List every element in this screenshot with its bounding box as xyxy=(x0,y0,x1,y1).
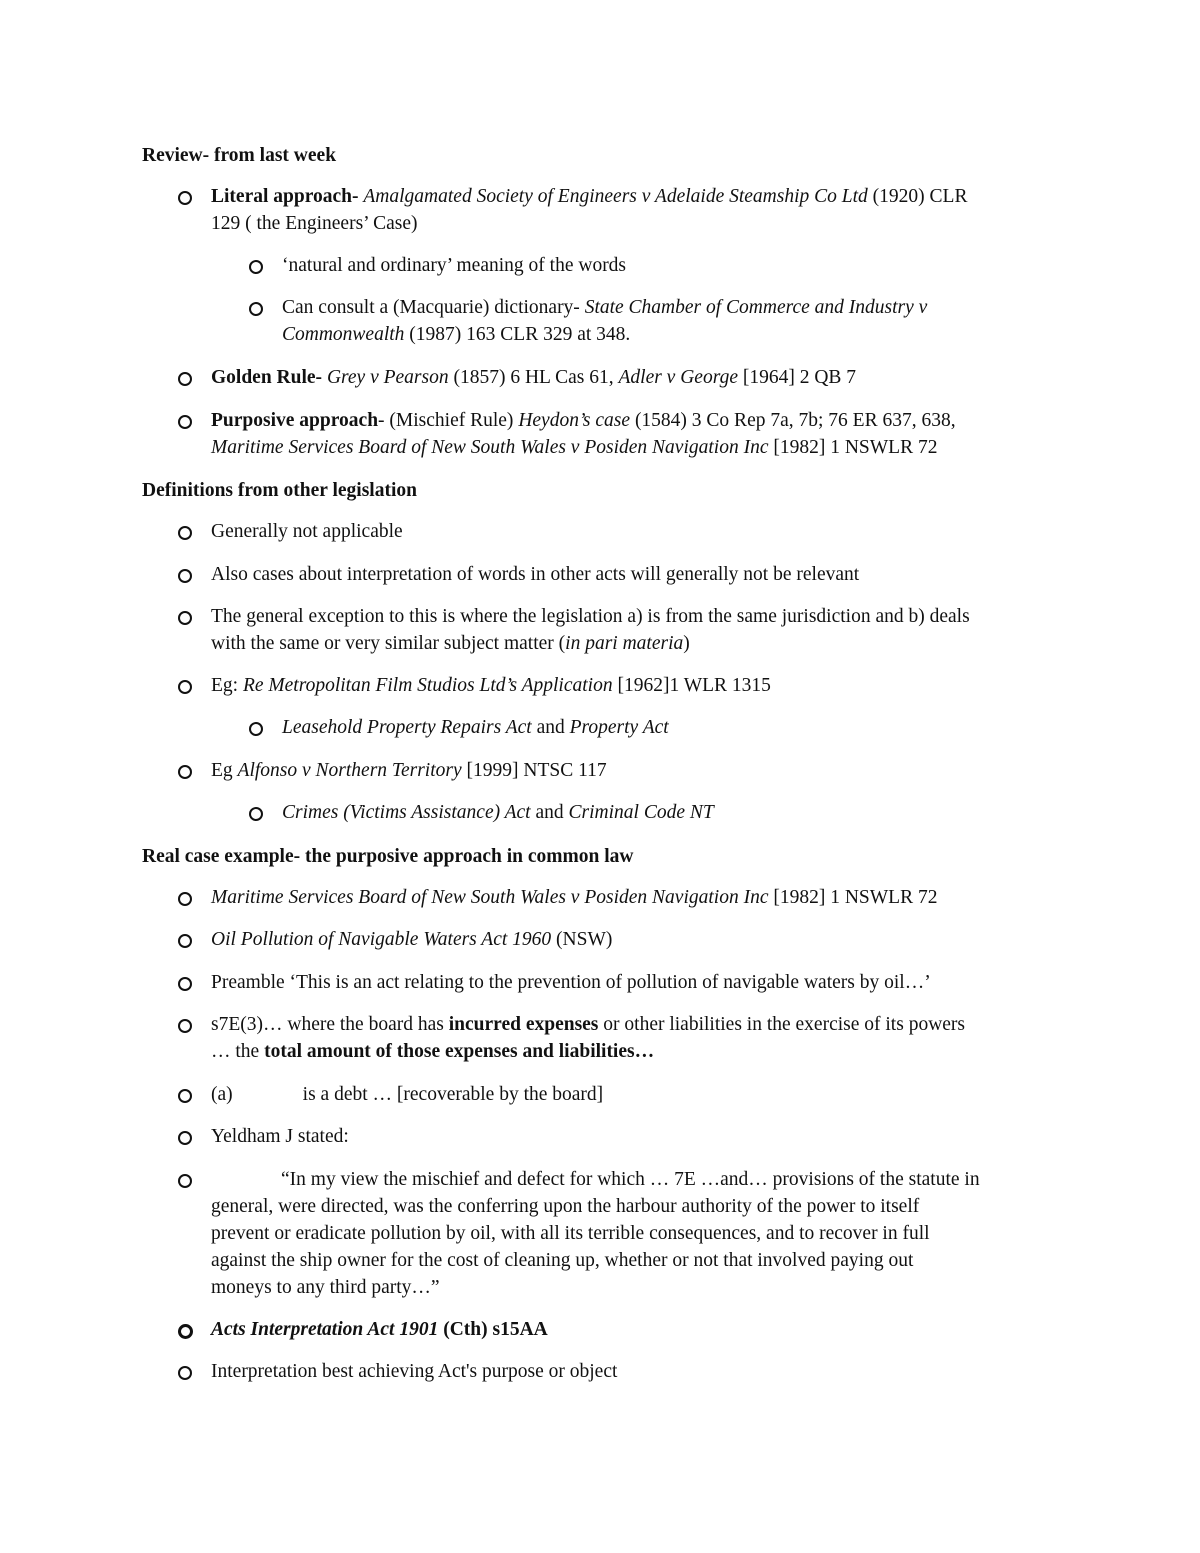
bullet-icon xyxy=(178,569,192,583)
bullet-icon xyxy=(178,526,192,540)
list-item-maritime-case: Maritime Services Board of New South Wales v Posiden Navigation Inc [1982] 1 NSWLR 72 xyxy=(211,887,938,908)
bullet-icon xyxy=(178,1019,192,1033)
bullet-icon xyxy=(178,1131,192,1145)
bullet-icon xyxy=(178,1089,192,1103)
bullet-icon xyxy=(178,977,192,991)
list-item-best-purpose: Interpretation best achieving Act's purpose or object xyxy=(211,1361,618,1382)
sub-bullet-icon xyxy=(249,302,263,316)
section-heading-review: Review- from last week xyxy=(142,145,337,166)
bullet-icon xyxy=(178,680,192,694)
list-item-purposive-approach: Purposive approach- (Mischief Rule) Heydon’s case (1584) 3 Co Rep 7a, 7b; 76 ER 637, 638, Maritime Services Board of New South Wales v Posiden Navigation Inc [1982] 1 NSWLR 72 xyxy=(211,410,956,458)
sub-bullet-icon xyxy=(249,807,263,821)
list-item-not-applicable: Generally not applicable xyxy=(211,521,403,542)
list-item-s7e3: s7E(3)… where the board has incurred expenses or other liabilities in the exercise of its powers … the total amount of those expenses and liabilities… xyxy=(211,1014,966,1062)
list-item-natural-meaning: ‘natural and ordinary’ meaning of the words xyxy=(282,255,627,276)
sub-bullet-icon xyxy=(249,260,263,274)
sub-bullet-icon xyxy=(249,722,263,736)
bullet-icon xyxy=(178,1174,192,1188)
list-item-quote: “In my view the mischief and defect for which … 7E …and… provisions of the statute in general, were directed, was the conferring upon the harbour authority of the power to itself prevent or eradicate pollution by oil, with all its terrible consequences, and to recover in full against the ship owner for the cost of cleaning up, whether or not that involved paying out moneys to any third party…” xyxy=(211,1169,980,1298)
bullet-icon xyxy=(178,611,192,625)
list-item-oil-pollution-act: Oil Pollution of Navigable Waters Act 1960 (NSW) xyxy=(211,929,613,950)
list-item-general-exception: The general exception to this is where the legislation a) is from the same jurisdiction and b) deals with the same or very similar subject matter (in pari materia) xyxy=(211,606,970,654)
list-item-preamble: Preamble ‘This is an act relating to the prevention of pollution of navigable waters by oil…’ xyxy=(211,972,931,993)
section-heading-definitions: Definitions from other legislation xyxy=(142,480,417,501)
list-item-eg-alfonso: Eg Alfonso v Northern Territory [1999] NTSC 117 xyxy=(211,760,607,781)
bullet-icon xyxy=(178,892,192,906)
list-item-debt: (a) is a debt … [recoverable by the board] xyxy=(211,1084,604,1105)
bullet-icon xyxy=(178,415,192,429)
list-item-literal-approach: Literal approach- Amalgamated Society of Engineers v Adelaide Steamship Co Ltd (1920) CLR 129 ( the Engineers’ Case) xyxy=(211,186,968,234)
bullet-icon xyxy=(178,191,192,205)
list-item-yeldham: Yeldham J stated: xyxy=(211,1126,349,1147)
bullet-icon xyxy=(178,1366,192,1380)
bullet-icon xyxy=(178,934,192,948)
bullet-icon xyxy=(178,765,192,779)
list-item-acts-interpretation: Acts Interpretation Act 1901 (Cth) s15AA xyxy=(211,1319,548,1340)
list-item-crimes-act: Crimes (Victims Assistance) Act and Criminal Code NT xyxy=(282,802,714,823)
list-item-golden-rule: Golden Rule- Grey v Pearson (1857) 6 HL Cas 61, Adler v George [1964] 2 QB 7 xyxy=(211,367,857,388)
bullet-icon xyxy=(178,372,192,386)
list-item-eg-metropolitan: Eg: Re Metropolitan Film Studios Ltd’s Application [1962]1 WLR 1315 xyxy=(211,675,771,696)
list-item-dictionary: Can consult a (Macquarie) dictionary- State Chamber of Commerce and Industry v Commonwealth (1987) 163 CLR 329 at 348. xyxy=(282,297,928,345)
list-item-other-acts: Also cases about interpretation of words in other acts will generally not be relevant xyxy=(211,564,860,585)
list-item-leasehold: Leasehold Property Repairs Act and Property Act xyxy=(282,717,669,738)
section-heading-real-case: Real case example- the purposive approach in common law xyxy=(142,846,634,867)
bullet-icon xyxy=(178,1324,193,1339)
